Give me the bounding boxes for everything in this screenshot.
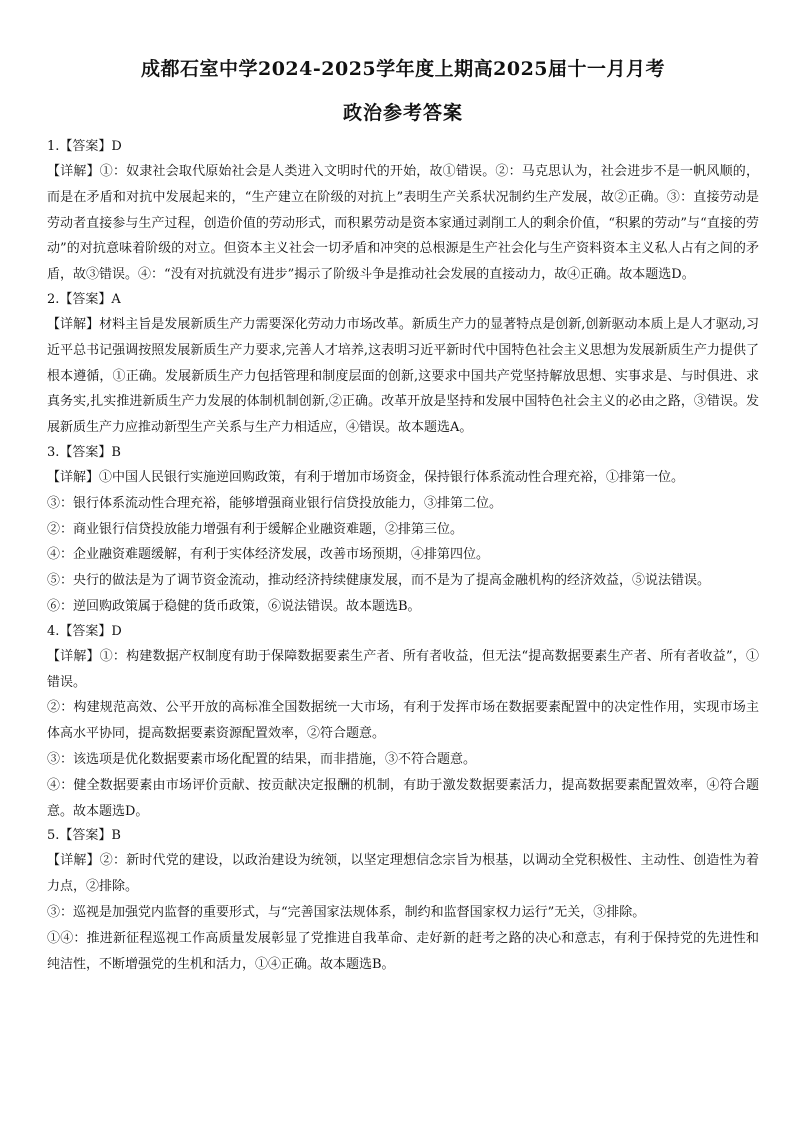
document-title: 成都石室中学2024-2025学年度上期高2025届十一月月考 <box>140 58 666 80</box>
answer-heading: 2.【答案】A <box>47 291 121 307</box>
question-5 <box>47 824 759 977</box>
explanation-paragraph: ③：银行体系流动性合理充裕，能够增强商业银行信贷投放能力，③排第二位。 <box>47 495 503 511</box>
question-1 <box>47 135 759 288</box>
explanation-paragraph: 【详解】①：奴隶社会取代原始社会是人类进入文明时代的开始，故①错误。②：马克思认为，社会进步不是一帆风顺的，而是在矛盾和对抗中发展起来的，“生产建立在阶级的对抗上”表明生产关系状况制约生产发展，故②正确。③：直接劳动是劳动者直接参与生产过程，创造价值的劳动形式，而积累劳动是资本家通过剥削工人的剩余价值，“积累的劳动”与“直接的劳动”的对抗意味着阶级的对立。但资本主义社会一切矛盾和冲突的总根源是生产社会化与生产资料资本主义私人占有之间的矛盾，故③错误。④：“没有对抗就没有进步”揭示了阶级斗争是推动社会发展的直接动力，故④正确。故本题选D。 <box>47 164 759 283</box>
explanation-paragraph: 【详解】①：构建数据产权制度有助于保障数据要素生产者、所有者收益，但无法“提高数据要素生产者、所有者收益”，①错误。 <box>47 648 759 690</box>
explanation-paragraph: ②：商业银行信贷投放能力增强有利于缓解企业融资难题，②排第三位。 <box>47 521 464 537</box>
explanation-paragraph: ③：该选项是优化数据要素市场化配置的结果，而非措施，③不符合题意。 <box>47 751 477 767</box>
answer-heading: 3.【答案】B <box>47 444 121 460</box>
explanation-paragraph: ③：巡视是加强党内监督的重要形式，与“完善国家法规体系，制约和监督国家权力运行”无关，③排除。 <box>47 904 646 920</box>
answer-heading: 5.【答案】B <box>47 828 121 844</box>
explanation-paragraph: ①④：推进新征程巡视工作高质量发展彰显了党推进自我革命、走好新的赶考之路的决心和意志，有利于保持党的先进性和纯洁性，不断增强党的生机和活力，①④正确。故本题选B。 <box>47 930 759 972</box>
document-subtitle: 政治参考答案 <box>342 102 463 124</box>
explanation-paragraph: ⑤：央行的做法是为了调节资金流动，推动经济持续健康发展，而不是为了提高金融机构的经济效益，⑤说法错误。 <box>47 573 711 589</box>
answer-heading: 1.【答案】D <box>47 139 122 154</box>
question-3 <box>47 441 759 620</box>
explanation-paragraph: 【详解】②：新时代党的建设，以政治建设为统领，以坚定理想信念宗旨为根基，以调动全党积极性、主动性、创造性为着力点，②排除。 <box>47 853 759 895</box>
explanation-paragraph: ②：构建规范高效、公平开放的高标准全国数据统一大市场，有利于发挥市场在数据要素配置中的决定性作用，实现市场主体高水平协同，提高数据要素资源配置效率，②符合题意。 <box>47 700 759 742</box>
explanation-paragraph: 【详解】①中国人民银行实施逆回购政策，有利于增加市场资金，保持银行体系流动性合理充裕，①排第一位。 <box>47 469 685 485</box>
explanation-paragraph: ⑥：逆回购政策属于稳健的货币政策，⑥说法错误。故本题选B。 <box>47 598 421 614</box>
explanation-paragraph: ④：健全数据要素由市场评价贡献、按贡献决定报酬的机制，有助于激发数据要素活力，提高数据要素配置效率，④符合题意。故本题选D。 <box>47 777 759 819</box>
explanation-paragraph: ④：企业融资难题缓解，有利于实体经济发展，改善市场预期，④排第四位。 <box>47 547 490 563</box>
answer-heading: 4.【答案】D <box>47 623 122 639</box>
explanation-paragraph: 【详解】材料主旨是发展新质生产力需要深化劳动力市场改革。新质生产力的显著特点是创新,创新驱动本质上是人才驱动,习近平总书记强调按照发展新质生产力要求,完善人才培养,这表明习近平新时代中国特色社会主义思想为发展新质生产力提供了根本遵循，①正确。发展新质生产力包括管理和制度层面的创新,这要求中国共产党坚持解放思想、实事求是、与时俱进、求真务实,扎实推进新质生产力发展的体制机制创新,②正确。改革开放是坚持和发展中国特色社会主义的必由之路，③错误。发展新质生产力应推动新型生产关系与生产力相适应，④错误。故本题选A。 <box>47 316 759 436</box>
question-2 <box>47 288 759 441</box>
question-4 <box>47 620 759 825</box>
answer-document <box>47 55 759 977</box>
